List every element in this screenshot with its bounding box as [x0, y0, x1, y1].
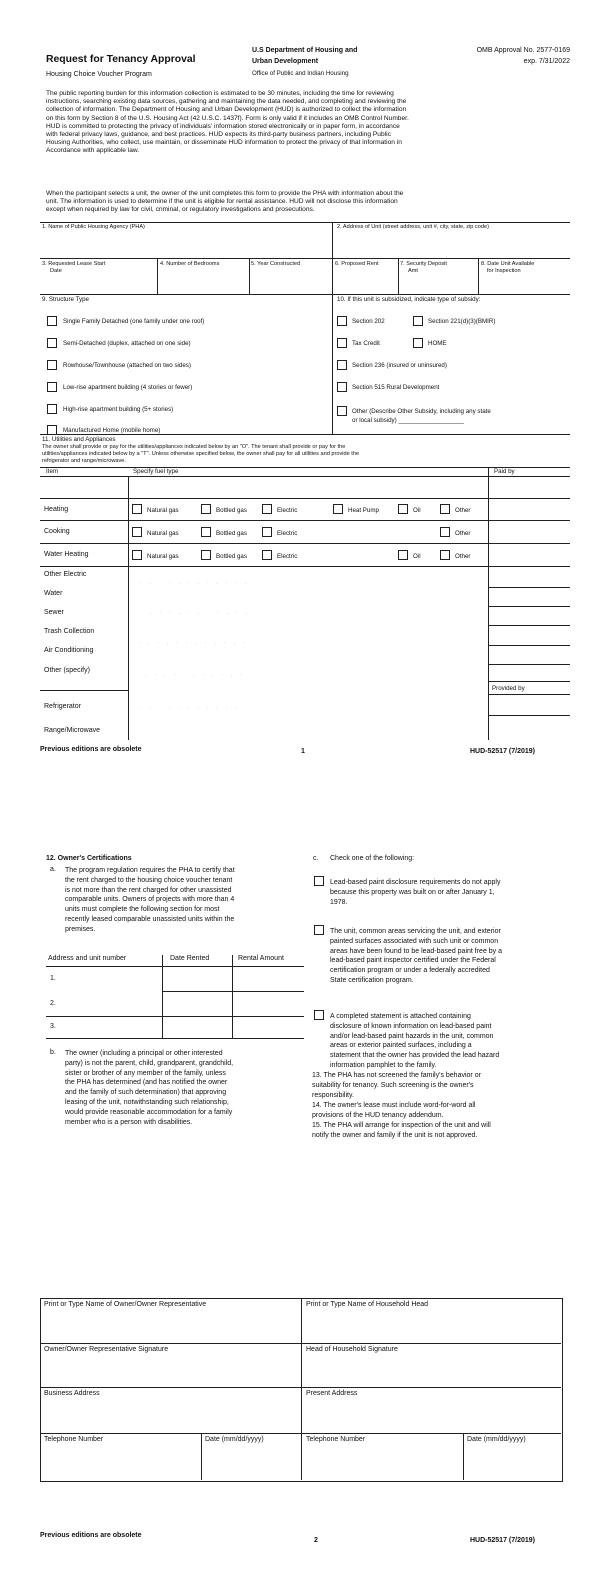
low-rise-checkbox[interactable]	[47, 382, 57, 392]
item-cooking: Cooking	[44, 528, 70, 535]
low-rise-label: Low-rise apartment building (4 stories or fewer)	[63, 384, 193, 391]
field-2-unit-address[interactable]: 2. Address of Unit (street address, unit #, city, state, zip code)	[337, 224, 489, 230]
field-6-proposed-rent[interactable]: 6. Proposed Rent	[335, 261, 379, 267]
owner-date-field[interactable]: Date (mm/dd/yyyy)	[205, 1436, 264, 1443]
head-name-field[interactable]: Print or Type Name of Household Head	[306, 1301, 429, 1308]
section-221-checkbox[interactable]	[413, 316, 423, 326]
water-heating-natural-gas-label: Natural gas	[147, 553, 179, 560]
lead-statement-checkbox[interactable]	[314, 1010, 324, 1020]
cooking-electric-label: Electric	[277, 530, 298, 537]
scan-noise: . · · . · . · · . · .	[150, 610, 250, 616]
section-202-checkbox[interactable]	[337, 316, 347, 326]
high-rise-checkbox[interactable]	[47, 404, 57, 414]
section-12a-marker: a.	[50, 866, 56, 873]
heating-electric-label: Electric	[277, 507, 298, 514]
head-date-field[interactable]: Date (mm/dd/yyyy)	[467, 1436, 526, 1443]
home-label: HOME	[428, 340, 447, 347]
comparable-unit-row-2[interactable]: 2.	[50, 1000, 56, 1007]
field-11-utilities: 11. Utilities and Appliances	[42, 436, 116, 443]
semi-detached-checkbox[interactable]	[47, 338, 57, 348]
scan-noise: · . · . · · . · . · . ·	[138, 640, 248, 646]
section-12b-text: The owner (including a principal or other interested party) is not the parent, child, grandparent, grandchild, sister or brother of any member of the family, unless the PHA has determined (and has notified the owner and the family of such determination) that approving leasing of the unit, notwithstanding such relationship, would provide reasonable accommodation for a family member who is a person with disabilities.	[65, 1050, 234, 1126]
lead-free-text: The unit, common areas servicing the unit, and exterior painted surfaces associated with such unit or common areas have been found to be lead-based paint free by a lead-based paint inspector certified under the Federal certification program or under a federally accredited State certification program.	[330, 928, 503, 984]
field-4-bedrooms[interactable]: 4. Number of Bedrooms	[160, 261, 220, 267]
water-heating-natural-gas-checkbox[interactable]	[132, 550, 142, 560]
heating-bottled-gas-label: Bottled gas	[216, 507, 247, 514]
utilities-intro-1: The owner shall provide or pay for the utilities/appliances indicated below by an "O". The tenant shall provide or pay for the	[42, 444, 346, 450]
section-202-label: Section 202	[352, 318, 385, 325]
home-checkbox[interactable]	[413, 338, 423, 348]
item-range-microwave: Range/Microwave	[44, 727, 101, 734]
tax-credit-label: Tax Credit	[352, 340, 380, 347]
water-heating-other-label: Other	[455, 553, 471, 560]
heating-other-label: Other	[455, 507, 471, 514]
heating-heat-pump-checkbox[interactable]	[333, 504, 343, 514]
section-221-label: Section 221(d)(3)(BMIR)	[428, 318, 496, 325]
section-515-checkbox[interactable]	[337, 382, 347, 392]
participant-statement: When the participant selects a unit, the owner of the unit completes this form to provide the PHA with information about the unit. The information is used to determine if the unit is eligible for rental assistance. HUD will not disclose this information except when required by law for civil, criminal, or regulatory investigations and prosecutions.	[46, 190, 404, 214]
field-8-date-available[interactable]: 8. Date Unit Available	[481, 261, 535, 267]
heating-electric-checkbox[interactable]	[262, 504, 272, 514]
column-item: Item	[46, 468, 59, 475]
footer-obsolete-notice: Previous editions are obsolete	[40, 746, 142, 753]
cooking-natural-gas-checkbox[interactable]	[132, 527, 142, 537]
rowhouse-checkbox[interactable]	[47, 360, 57, 370]
field-7-amt: Amt	[408, 268, 418, 274]
dept-line-3: Office of Public and Indian Housing	[252, 70, 349, 77]
present-address-field[interactable]: Present Address	[306, 1390, 358, 1397]
field-9-structure-type: 9. Structure Type	[42, 296, 90, 303]
section-236-checkbox[interactable]	[337, 360, 347, 370]
owner-telephone-field[interactable]: Telephone Number	[44, 1436, 104, 1443]
item-heating: Heating	[44, 506, 69, 513]
comparable-unit-row-1[interactable]: 1.	[50, 975, 56, 982]
field-7-security-deposit[interactable]: 7. Security Deposit	[400, 261, 447, 267]
heating-oil-label: Oil	[413, 507, 421, 514]
water-heating-other-checkbox[interactable]	[440, 550, 450, 560]
section-12c-marker: c.	[313, 855, 319, 862]
high-rise-label: High-rise apartment building (5+ stories)	[63, 406, 174, 413]
page-number-2: 2	[314, 1537, 318, 1544]
head-signature-field[interactable]: Head of Household Signature	[306, 1346, 398, 1353]
lead-statement-text: A completed statement is attached containing disclosure of known information on lead-based paint and/or lead-based paint hazards in the unit, common areas or exterior painted surfaces, including a statement that the owner has provided the lead hazard information pamphlet to the family.	[330, 1013, 500, 1069]
scan-noise: · . · · . · . · . · · .	[140, 580, 250, 586]
item-other-specify: Other (specify)	[44, 667, 90, 674]
item-air-conditioning: Air Conditioning	[44, 647, 94, 654]
omb-number: OMB Approval No. 2577-0169	[476, 47, 570, 54]
manufactured-home-label: Manufactured Home (mobile home)	[63, 427, 161, 434]
section-236-label: Section 236 (insured or uninsured)	[352, 362, 447, 369]
item-refrigerator: Refrigerator	[44, 703, 81, 710]
column-address-unit: Address and unit number	[48, 955, 127, 962]
column-provided-by: Provided by	[492, 685, 525, 692]
footer-form-number-2: HUD-52517 (7/2019)	[470, 1537, 535, 1544]
single-family-label: Single Family Detached (one family under one roof)	[63, 318, 205, 325]
column-rental-amount: Rental Amount	[238, 955, 284, 962]
field-10-subsidy: 10. If this unit is subsidized, indicate type of subsidy:	[337, 296, 481, 303]
tax-credit-checkbox[interactable]	[337, 338, 347, 348]
single-family-checkbox[interactable]	[47, 316, 57, 326]
lead-free-checkbox[interactable]	[314, 925, 324, 935]
section-12-heading: 12. Owner's Certifications	[46, 855, 132, 862]
water-heating-bottled-gas-checkbox[interactable]	[201, 550, 211, 560]
water-heating-bottled-gas-label: Bottled gas	[216, 553, 247, 560]
lead-exempt-checkbox[interactable]	[314, 876, 324, 886]
field-3-lease-start[interactable]: 3. Requested Lease Start	[42, 261, 106, 267]
rowhouse-label: Rowhouse/Townhouse (attached on two sides)	[63, 362, 191, 369]
utilities-intro-2: utilities/appliances indicated below by a "T". Unless otherwise specified below, the owner shall pay for all utilities and provide the	[42, 451, 360, 457]
section-12a-text: The program regulation requires the PHA to certify that the rent charged to the housing choice voucher tenant is not more than the rent charged for other unassisted comparable units. Owners of projects with more than 4 units must complete the following section for most recently leased comparable unassisted units within the premises.	[65, 867, 235, 933]
heating-other-checkbox[interactable]	[440, 504, 450, 514]
item-water: Water	[44, 590, 63, 597]
footer-form-number: HUD-52517 (7/2019)	[470, 748, 535, 755]
field-8-for-inspection: for Inspection	[487, 268, 521, 274]
footer-obsolete-notice-2: Previous editions are obsolete	[40, 1532, 142, 1539]
section-14-text: 14. The owner's lease must include word-for-word all provisions of the HUD tenancy addendum.	[312, 1102, 476, 1119]
owner-signature-field[interactable]: Owner/Owner Representative Signature	[44, 1346, 169, 1353]
field-5-year-constructed[interactable]: 5. Year Constructed	[251, 261, 301, 267]
head-telephone-field[interactable]: Telephone Number	[306, 1436, 366, 1443]
heating-natural-gas-label: Natural gas	[147, 507, 179, 514]
heating-oil-checkbox[interactable]	[398, 504, 408, 514]
owner-name-field[interactable]: Print or Type Name of Owner/Owner Representative	[44, 1301, 207, 1308]
section-15-text: 15. The PHA will arrange for inspection of the unit and will notify the owner and family if the unit is not approved.	[312, 1122, 491, 1139]
business-address-field[interactable]: Business Address	[44, 1390, 100, 1397]
cooking-electric-checkbox[interactable]	[262, 527, 272, 537]
field-1-pha-name[interactable]: 1. Name of Public Housing Agency (PHA)	[42, 224, 145, 230]
semi-detached-label: Semi-Detached (duplex, attached on one side)	[63, 340, 191, 347]
water-heating-oil-checkbox[interactable]	[398, 550, 408, 560]
column-fuel-type: Specify fuel type	[133, 468, 179, 475]
heating-heat-pump-label: Heat Pump	[348, 507, 379, 514]
heating-bottled-gas-checkbox[interactable]	[201, 504, 211, 514]
water-heating-oil-label: Oil	[413, 553, 421, 560]
heating-natural-gas-checkbox[interactable]	[132, 504, 142, 514]
cooking-other-checkbox[interactable]	[440, 527, 450, 537]
cooking-natural-gas-label: Natural gas	[147, 530, 179, 537]
other-subsidy-label-2[interactable]: or local subsidy) ___________________	[352, 417, 464, 424]
other-subsidy-checkbox[interactable]	[337, 406, 347, 416]
omb-expiration: exp. 7/31/2022	[523, 58, 570, 65]
dept-line-2: Urban Development	[252, 58, 319, 65]
utilities-intro-3: refrigerator and range/microwave.	[42, 458, 126, 464]
water-heating-electric-label: Electric	[277, 553, 298, 560]
item-trash-collection: Trash Collection	[44, 628, 95, 635]
comparable-unit-row-3[interactable]: 3.	[50, 1023, 56, 1030]
section-12b-marker: b.	[50, 1049, 56, 1056]
cooking-bottled-gas-label: Bottled gas	[216, 530, 247, 537]
lead-exempt-text: Lead-based paint disclosure requirements do not apply because this property was built on or after January 1, 1978.	[330, 879, 501, 906]
cooking-bottled-gas-checkbox[interactable]	[201, 527, 211, 537]
other-subsidy-label-1: Other (Describe Other Subsidy, including any state	[352, 408, 491, 415]
section-515-label: Section 515 Rural Development	[352, 384, 440, 391]
item-sewer: Sewer	[44, 609, 64, 616]
column-paid-by: Paid by	[494, 468, 515, 475]
dept-line-1: U.S Department of Housing and	[252, 47, 358, 54]
item-water-heating: Water Heating	[44, 551, 89, 558]
field-3-lease-start-date: Date	[50, 268, 62, 274]
page-number: 1	[301, 748, 305, 755]
column-date-rented: Date Rented	[170, 955, 210, 962]
section-13-text: 13. The PHA has not screened the family's behavior or suitability for tenancy. Such screening is the owner's responsibility.	[312, 1072, 481, 1099]
form-subtitle: Housing Choice Voucher Program	[46, 71, 152, 78]
scan-noise: · . · . · · . · . · .	[140, 705, 240, 711]
burden-statement: The public reporting burden for this information collection is estimated to be 30 minutes, including the time for reviewing instructions, searching existing data sources, gathering and maintaining the data needed, and completing and reviewing the collection of information. The Department of Housing and Urban Development (HUD) is authorized to collect the information on this form by Section 8 of the U.S. Housing Act (42 U.S.C. 1437f). Form is only valid if it includes an OMB Control Number. HUD is committed to protecting the privacy of individuals' information stored electronically or in paper form, in accordance with federal privacy laws, guidance, and best practices. HUD expects its third-party business partners, including Public Housing Authorities, who collect, use maintain, or disseminate HUD information to protect the privacy of that information in Accordance with applicable law.	[46, 90, 409, 155]
scan-noise: . · . · · . · . · . ·	[145, 672, 245, 678]
water-heating-electric-checkbox[interactable]	[262, 550, 272, 560]
item-other-electric: Other Electric	[44, 571, 87, 578]
section-12c-heading: Check one of the following:	[330, 855, 415, 862]
cooking-other-label: Other	[455, 530, 471, 537]
form-title: Request for Tenancy Approval	[46, 54, 196, 65]
